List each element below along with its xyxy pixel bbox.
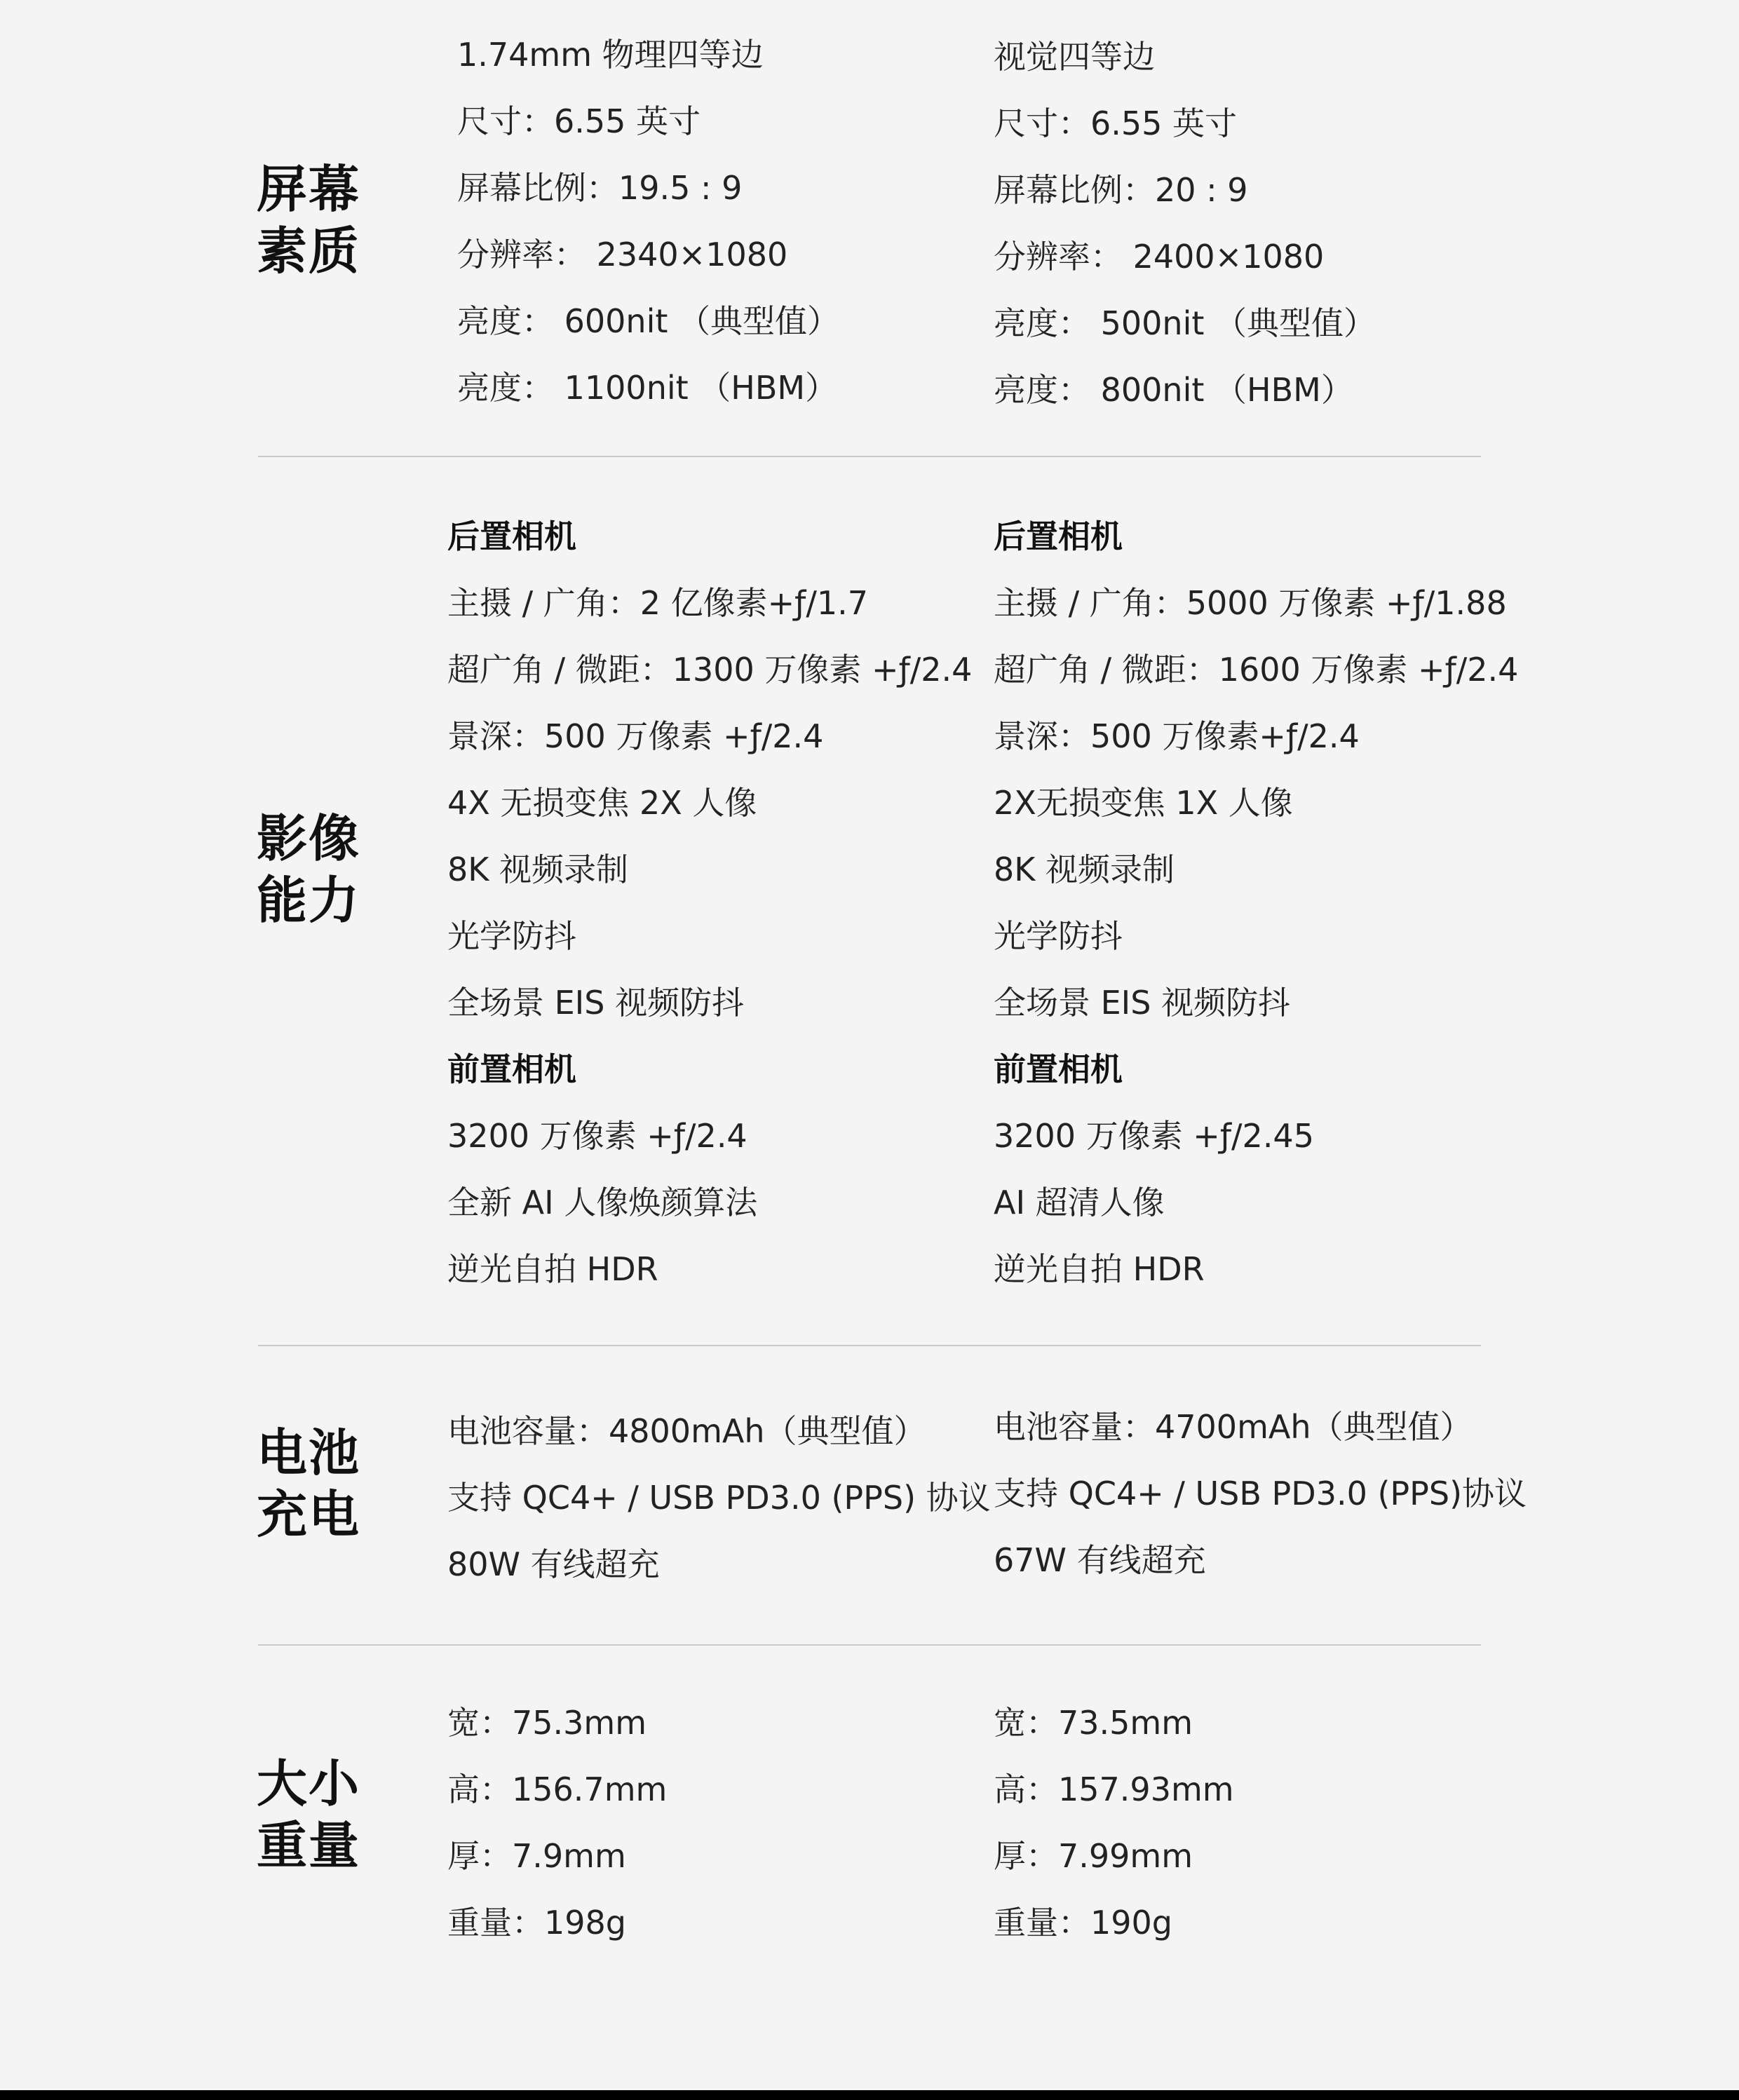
spec-line: 4X 无损变焦 2X 人像	[447, 784, 757, 822]
spec-line: 3200 万像素 +ƒ/2.45	[994, 1117, 1314, 1155]
spec-line: 亮度： 600nit （典型值）	[457, 302, 840, 340]
camera-category-title	[257, 808, 376, 931]
section-divider	[258, 456, 1481, 457]
spec-line: 高：157.93mm	[994, 1770, 1234, 1808]
spec-line: 电池容量：4800mAh（典型值）	[447, 1412, 926, 1450]
spec-line: 超广角 / 微距：1600 万像素 +ƒ/2.4	[994, 651, 1519, 689]
spec-line: 厚：7.9mm	[447, 1837, 626, 1875]
rear-camera-heading: 后置相机	[447, 517, 576, 555]
spec-line: 2X无损变焦 1X 人像	[994, 784, 1293, 822]
spec-line: 逆光自拍 HDR	[994, 1250, 1205, 1288]
size-left-column	[447, 1690, 667, 1956]
spec-line: 全场景 EIS 视频防抖	[994, 984, 1291, 1022]
spec-line: 支持 QC4+ / USB PD3.0 (PPS) 协议	[447, 1479, 991, 1517]
spec-line: 全新 AI 人像焕颜算法	[447, 1184, 758, 1221]
size-category-title	[257, 1753, 376, 1876]
spec-line: 尺寸：6.55 英寸	[994, 104, 1238, 142]
spec-line: 屏幕比例：20 : 9	[994, 171, 1248, 209]
spec-line: 主摄 / 广角：2 亿像素+ƒ/1.7	[447, 584, 869, 622]
spec-line: 亮度： 1100nit （HBM）	[457, 369, 838, 407]
spec-line: 亮度： 500nit （典型值）	[994, 304, 1376, 342]
camera-left-column	[447, 503, 972, 1303]
spec-line: 电池容量：4700mAh（典型值）	[994, 1408, 1473, 1446]
spec-line: 景深：500 万像素+ƒ/2.4	[994, 717, 1360, 755]
spec-line: 尺寸：6.55 英寸	[457, 102, 701, 140]
spec-line: 视觉四等边	[994, 38, 1155, 76]
spec-line: 景深：500 万像素 +ƒ/2.4	[447, 717, 824, 755]
spec-line: 8K 视频录制	[447, 851, 629, 888]
section-divider	[258, 1345, 1481, 1346]
spec-line: 主摄 / 广角：5000 万像素 +ƒ/1.88	[994, 584, 1507, 622]
spec-line: 3200 万像素 +ƒ/2.4	[447, 1117, 747, 1155]
front-camera-heading: 前置相机	[994, 1050, 1123, 1088]
category-title-line: 能力	[257, 871, 361, 930]
screen-right-column	[994, 24, 1376, 424]
category-title-line: 素质	[257, 222, 361, 280]
battery-right-column	[994, 1394, 1527, 1594]
spec-line: 重量：190g	[994, 1904, 1172, 1942]
camera-right-column	[994, 503, 1518, 1303]
spec-line: 支持 QC4+ / USB PD3.0 (PPS)协议	[994, 1475, 1527, 1512]
spec-line: 宽：73.5mm	[994, 1704, 1193, 1742]
spec-line: 逆光自拍 HDR	[447, 1250, 658, 1288]
spec-line: 分辨率： 2400×1080	[994, 238, 1325, 276]
spec-line: AI 超清人像	[994, 1184, 1165, 1221]
rear-camera-heading: 后置相机	[994, 517, 1123, 555]
spec-line: 80W 有线超充	[447, 1545, 660, 1583]
category-title-line: 充电	[257, 1485, 361, 1544]
spec-line: 分辨率： 2340×1080	[457, 236, 788, 273]
category-title-line: 影像	[257, 809, 361, 868]
spec-line: 1.74mm 物理四等边	[457, 36, 764, 74]
battery-left-column	[447, 1398, 991, 1598]
screen-category-title	[257, 158, 376, 282]
spec-line: 亮度： 800nit （HBM）	[994, 371, 1353, 409]
section-divider	[258, 1644, 1481, 1646]
spec-line: 光学防抖	[994, 917, 1123, 955]
spec-line: 光学防抖	[447, 917, 576, 955]
bottom-border-bar	[0, 2090, 1739, 2100]
spec-line: 厚：7.99mm	[994, 1837, 1193, 1875]
screen-left-column	[457, 22, 839, 421]
spec-line: 重量：198g	[447, 1904, 626, 1942]
category-title-line: 重量	[257, 1816, 361, 1875]
size-right-column	[994, 1690, 1234, 1956]
spec-line: 宽：75.3mm	[447, 1704, 647, 1742]
spec-line: 全场景 EIS 视频防抖	[447, 984, 745, 1022]
spec-line: 屏幕比例：19.5 : 9	[457, 169, 743, 207]
spec-line: 67W 有线超充	[994, 1541, 1206, 1579]
front-camera-heading: 前置相机	[447, 1050, 576, 1088]
battery-category-title	[257, 1422, 376, 1545]
spec-line: 高：156.7mm	[447, 1770, 668, 1808]
category-title-line: 大小	[257, 1754, 361, 1813]
spec-line: 超广角 / 微距：1300 万像素 +ƒ/2.4	[447, 651, 973, 689]
spec-line: 8K 视频录制	[994, 851, 1175, 888]
category-title-line: 电池	[257, 1423, 361, 1482]
category-title-line: 屏幕	[257, 160, 361, 219]
